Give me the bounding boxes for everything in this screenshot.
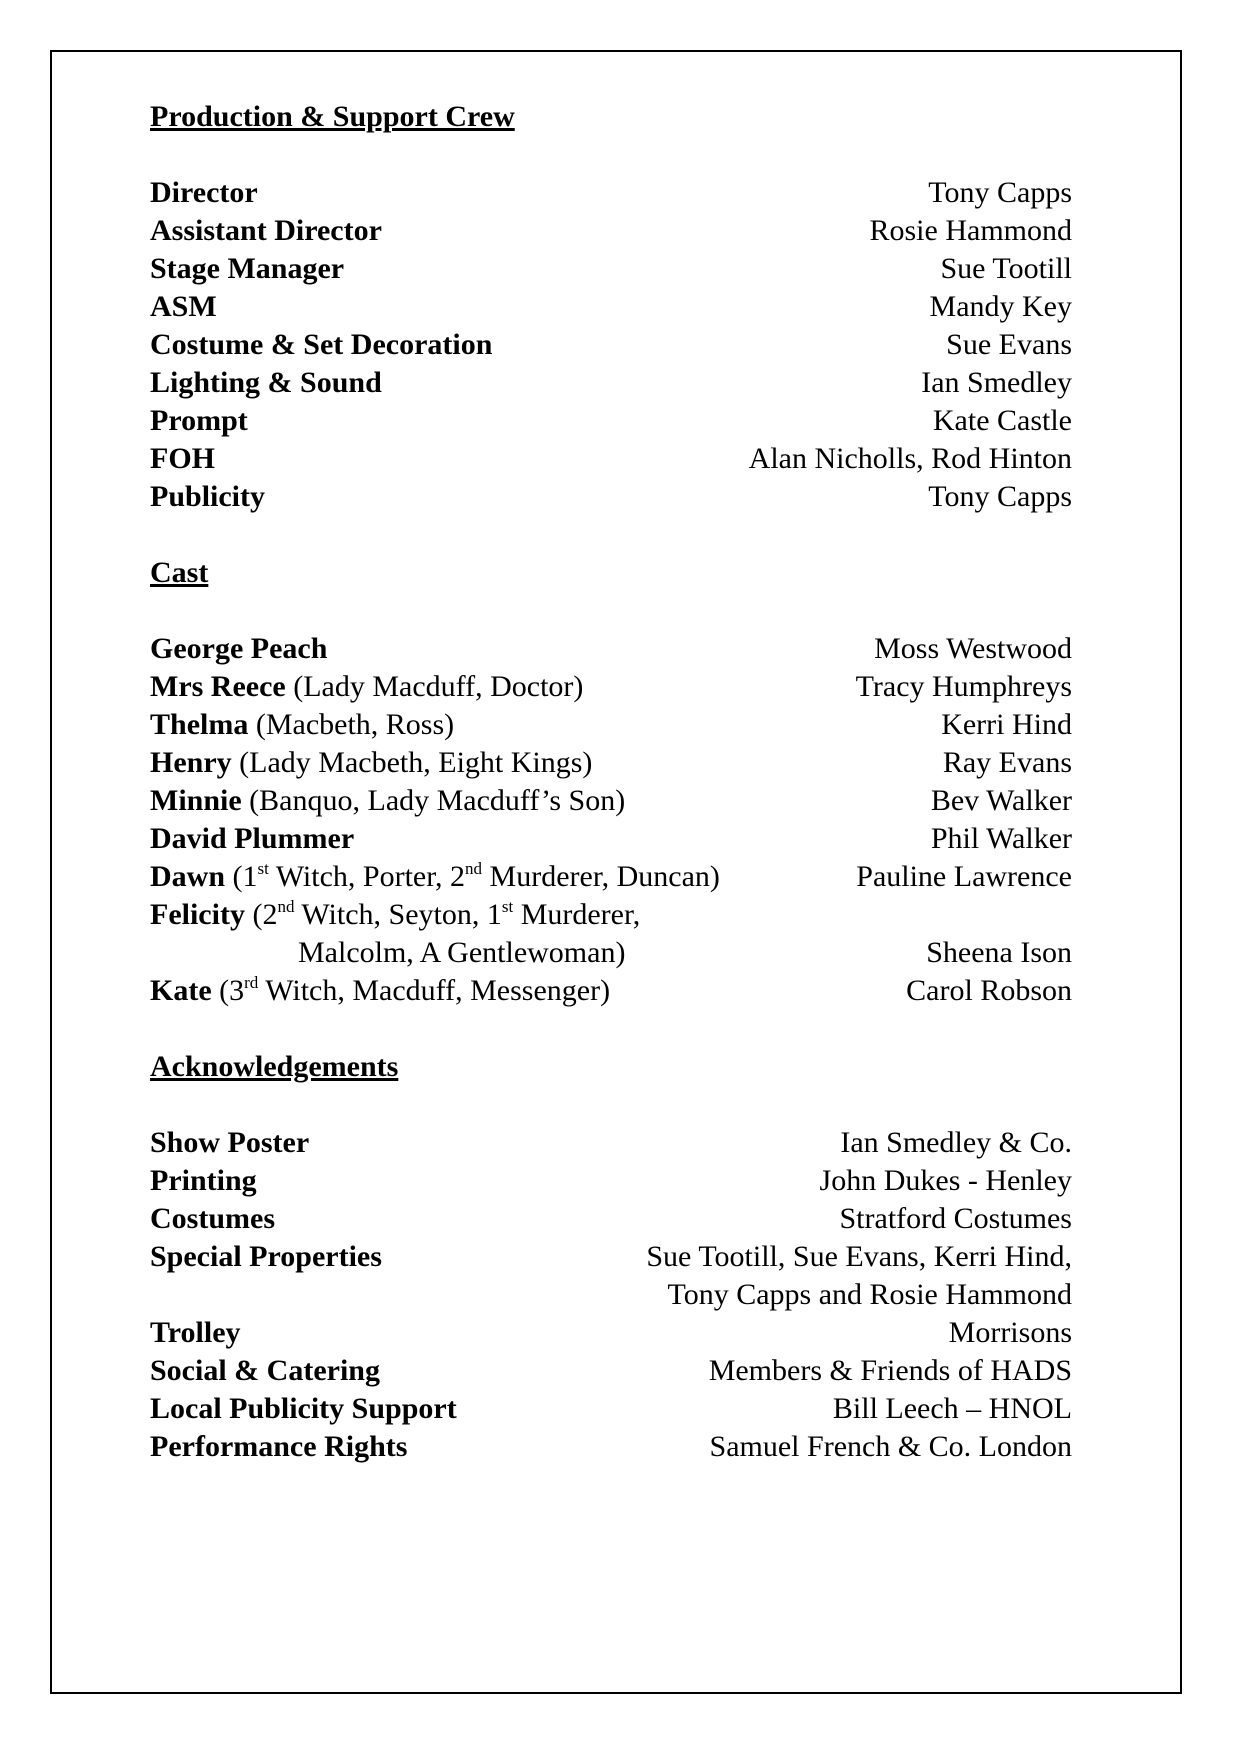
roles-text: Witch, Macduff, Messenger) xyxy=(258,974,611,1007)
cast-row xyxy=(150,706,1072,744)
ack-item: Costumes xyxy=(150,1202,275,1235)
actor-name: Tracy Humphreys xyxy=(855,670,1072,703)
ack-row xyxy=(150,1428,1072,1466)
ack-row-continuation xyxy=(150,1276,1072,1314)
crew-role: Director xyxy=(150,176,258,209)
cast-row xyxy=(150,782,1072,820)
crew-row xyxy=(150,250,1072,288)
ack-item: Performance Rights xyxy=(150,1430,408,1463)
spacer xyxy=(150,516,1072,554)
production-heading: Production & Support Crew xyxy=(150,100,515,133)
character-roles xyxy=(225,860,720,893)
roles-text: (2 xyxy=(244,898,278,931)
character-cell xyxy=(150,972,610,1010)
character-name: Henry xyxy=(150,746,232,779)
ack-row xyxy=(150,1238,1072,1276)
ack-name: Members & Friends of HADS xyxy=(708,1354,1072,1387)
roles-text: Witch, Porter, 2 xyxy=(268,860,466,893)
actor-name: Ray Evans xyxy=(942,746,1072,779)
cast-row xyxy=(150,820,1072,858)
cast-row xyxy=(150,630,1072,668)
ack-name: Tony Capps and Rosie Hammond xyxy=(667,1278,1072,1311)
cast-row xyxy=(150,972,1072,1010)
character-cell xyxy=(150,668,583,706)
cast-row xyxy=(150,668,1072,706)
crew-role: ASM xyxy=(150,290,217,323)
ack-item: Local Publicity Support xyxy=(150,1392,457,1425)
crew-name: Sue Evans xyxy=(946,328,1072,361)
crew-role: Stage Manager xyxy=(150,252,345,285)
character-name: Kate xyxy=(150,974,212,1007)
spacer xyxy=(150,592,1072,630)
crew-name: Ian Smedley xyxy=(921,366,1072,399)
character-cell xyxy=(150,706,454,744)
crew-row xyxy=(150,402,1072,440)
character-name: Minnie xyxy=(150,784,242,817)
spacer xyxy=(150,1010,1072,1048)
ack-name: Ian Smedley & Co. xyxy=(840,1126,1072,1159)
ack-name: Morrisons xyxy=(948,1316,1072,1349)
crew-role: Costume & Set Decoration xyxy=(150,328,493,361)
roles-text: Murderer, Duncan) xyxy=(482,860,720,893)
actor-name: Moss Westwood xyxy=(874,632,1072,665)
crew-name: Rosie Hammond xyxy=(869,214,1072,247)
cast-row xyxy=(150,744,1072,782)
character-cell xyxy=(150,858,720,896)
production-list xyxy=(150,174,1072,516)
ack-row xyxy=(150,1200,1072,1238)
programme-credits xyxy=(150,98,1072,1466)
ack-row xyxy=(150,1314,1072,1352)
actor-name: Bev Walker xyxy=(930,784,1072,817)
ack-row xyxy=(150,1390,1072,1428)
ack-name: Bill Leech – HNOL xyxy=(832,1392,1072,1425)
ordinal-suffix: nd xyxy=(277,897,295,916)
crew-name: Alan Nicholls, Rod Hinton xyxy=(748,442,1072,475)
ordinal-suffix: st xyxy=(257,859,269,878)
crew-row xyxy=(150,288,1072,326)
crew-row xyxy=(150,440,1072,478)
character-name: Thelma xyxy=(150,708,249,741)
crew-role: Lighting & Sound xyxy=(150,366,382,399)
character-roles: (Banquo, Lady Macduff’s Son) xyxy=(241,784,626,817)
crew-role: Prompt xyxy=(150,404,248,437)
character-cell xyxy=(150,744,592,782)
ack-item: Printing xyxy=(150,1164,257,1197)
character-name: George Peach xyxy=(150,632,328,665)
ack-item: Trolley xyxy=(150,1316,241,1349)
crew-name: Tony Capps xyxy=(928,480,1072,513)
cast-heading: Cast xyxy=(150,556,209,589)
character-cell xyxy=(150,782,625,820)
crew-row xyxy=(150,326,1072,364)
ordinal-suffix: rd xyxy=(244,973,259,992)
ack-item: Social & Catering xyxy=(150,1354,380,1387)
cast-row-continuation xyxy=(150,934,1072,972)
crew-row xyxy=(150,478,1072,516)
character-roles: (Lady Macduff, Doctor) xyxy=(285,670,584,703)
character-name: Mrs Reece xyxy=(150,670,286,703)
character-name: Felicity xyxy=(150,898,245,931)
actor-name: Sheena Ison xyxy=(926,936,1072,969)
character-name: David Plummer xyxy=(150,822,355,855)
ack-row xyxy=(150,1352,1072,1390)
actor-name: Pauline Lawrence xyxy=(856,860,1072,893)
ordinal-suffix: nd xyxy=(465,859,483,878)
ack-item: Show Poster xyxy=(150,1126,310,1159)
ack-name: John Dukes - Henley xyxy=(819,1164,1072,1197)
crew-row xyxy=(150,174,1072,212)
actor-name: Phil Walker xyxy=(930,822,1072,855)
crew-name: Tony Capps xyxy=(928,176,1072,209)
cast-row xyxy=(150,858,1072,896)
crew-row xyxy=(150,212,1072,250)
ack-name: Stratford Costumes xyxy=(839,1202,1072,1235)
crew-name: Mandy Key xyxy=(929,290,1072,323)
character-roles: Malcolm, A Gentlewoman) xyxy=(298,936,626,969)
ack-row xyxy=(150,1162,1072,1200)
roles-text: Witch, Seyton, 1 xyxy=(294,898,502,931)
ack-name: Sue Tootill, Sue Evans, Kerri Hind, xyxy=(646,1240,1072,1273)
character-roles xyxy=(212,974,610,1007)
character-roles xyxy=(245,898,640,931)
crew-role: Publicity xyxy=(150,480,266,513)
character-name: Dawn xyxy=(150,860,226,893)
roles-text: (1 xyxy=(225,860,258,893)
ack-item: Special Properties xyxy=(150,1240,382,1273)
actor-name: Carol Robson xyxy=(906,974,1072,1007)
crew-name: Kate Castle xyxy=(932,404,1072,437)
crew-role: FOH xyxy=(150,442,215,475)
ordinal-suffix: st xyxy=(501,897,514,916)
character-roles: (Lady Macbeth, Eight Kings) xyxy=(231,746,593,779)
roles-text: (3 xyxy=(211,974,245,1007)
crew-row xyxy=(150,364,1072,402)
acknowledgements-heading: Acknowledgements xyxy=(150,1050,399,1083)
character-roles: (Macbeth, Ross) xyxy=(248,708,455,741)
crew-name: Sue Tootill xyxy=(940,252,1072,285)
cast-row xyxy=(150,896,1072,934)
character-cell xyxy=(150,896,640,934)
ack-name: Samuel French & Co. London xyxy=(709,1430,1072,1463)
ack-row xyxy=(150,1124,1072,1162)
roles-text: Murderer, xyxy=(513,898,641,931)
actor-name: Kerri Hind xyxy=(941,708,1072,741)
spacer xyxy=(150,136,1072,174)
spacer xyxy=(150,1086,1072,1124)
crew-role: Assistant Director xyxy=(150,214,382,247)
